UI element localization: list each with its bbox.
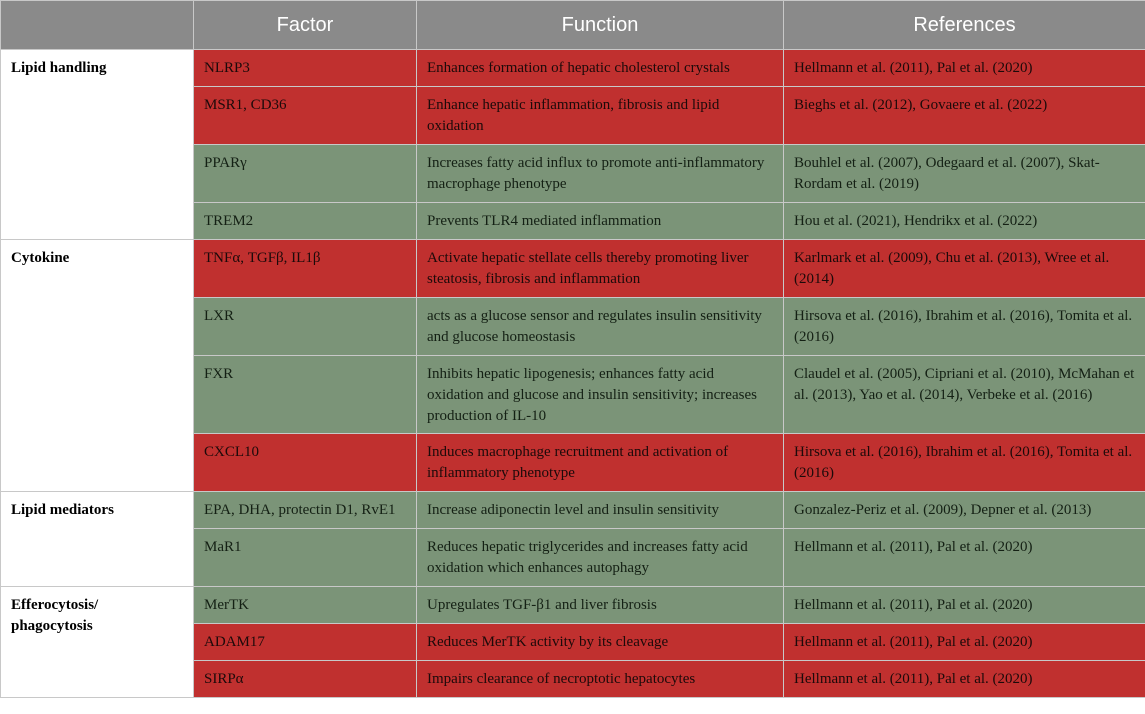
function-cell: Increase adiponectin level and insulin sensitivity <box>417 492 784 529</box>
references-cell: Hellmann et al. (2011), Pal et al. (2020) <box>784 587 1145 624</box>
references-cell: Hellmann et al. (2011), Pal et al. (2020) <box>784 661 1145 698</box>
function-cell: Increases fatty acid influx to promote anti-inflammatory macrophage phenotype <box>417 145 784 203</box>
references-cell: Hellmann et al. (2011), Pal et al. (2020) <box>784 624 1145 661</box>
factor-cell: TNFα, TGFβ, IL1β <box>194 240 417 298</box>
function-cell: Prevents TLR4 mediated inflammation <box>417 203 784 240</box>
references-cell: Bieghs et al. (2012), Govaere et al. (2022) <box>784 87 1145 145</box>
factor-cell: EPA, DHA, protectin D1, RvE1 <box>194 492 417 529</box>
function-cell: Impairs clearance of necroptotic hepatocytes <box>417 661 784 698</box>
function-cell: acts as a glucose sensor and regulates insulin sensitivity and glucose homeostasis <box>417 298 784 356</box>
category-cell: Lipid mediators <box>1 492 194 587</box>
header-references: References <box>784 1 1145 50</box>
header-function: Function <box>417 1 784 50</box>
category-cell: Efferocytosis/ phagocytosis <box>1 587 194 698</box>
function-cell: Activate hepatic stellate cells thereby promoting liver steatosis, fibrosis and inflammation <box>417 240 784 298</box>
header-factor: Factor <box>194 1 417 50</box>
function-cell: Induces macrophage recruitment and activation of inflammatory phenotype <box>417 434 784 492</box>
references-cell: Karlmark et al. (2009), Chu et al. (2013), Wree et al. (2014) <box>784 240 1145 298</box>
factor-cell: SIRPα <box>194 661 417 698</box>
factor-cell: MerTK <box>194 587 417 624</box>
references-cell: Bouhlel et al. (2007), Odegaard et al. (2007), Skat-Rordam et al. (2019) <box>784 145 1145 203</box>
table-header-row <box>1 1 1145 50</box>
factor-cell: FXR <box>194 356 417 434</box>
factor-cell: CXCL10 <box>194 434 417 492</box>
factor-cell: MSR1, CD36 <box>194 87 417 145</box>
references-cell: Hellmann et al. (2011), Pal et al. (2020) <box>784 529 1145 587</box>
table-row <box>1 240 1145 298</box>
category-cell: Cytokine <box>1 240 194 492</box>
table-row <box>1 492 1145 529</box>
references-cell: Gonzalez-Periz et al. (2009), Depner et al. (2013) <box>784 492 1145 529</box>
table-row <box>1 587 1145 624</box>
references-cell: Claudel et al. (2005), Cipriani et al. (2010), McMahan et al. (2013), Yao et al. (2014), Verbeke et al. (2016) <box>784 356 1145 434</box>
factor-cell: PPARγ <box>194 145 417 203</box>
factor-cell: ADAM17 <box>194 624 417 661</box>
function-cell: Enhances formation of hepatic cholesterol crystals <box>417 50 784 87</box>
table-row <box>1 50 1145 87</box>
function-cell: Enhance hepatic inflammation, fibrosis and lipid oxidation <box>417 87 784 145</box>
references-cell: Hirsova et al. (2016), Ibrahim et al. (2016), Tomita et al. (2016) <box>784 298 1145 356</box>
references-cell: Hou et al. (2021), Hendrikx et al. (2022) <box>784 203 1145 240</box>
category-cell: Lipid handling <box>1 50 194 240</box>
function-cell: Reduces MerTK activity by its cleavage <box>417 624 784 661</box>
factor-cell: TREM2 <box>194 203 417 240</box>
references-cell: Hirsova et al. (2016), Ibrahim et al. (2016), Tomita et al. (2016) <box>784 434 1145 492</box>
header-empty <box>1 1 194 50</box>
function-cell: Upregulates TGF-β1 and liver fibrosis <box>417 587 784 624</box>
function-cell: Inhibits hepatic lipogenesis; enhances fatty acid oxidation and glucose and insulin sensitivity; increases production of IL-10 <box>417 356 784 434</box>
factor-cell: NLRP3 <box>194 50 417 87</box>
factor-cell: LXR <box>194 298 417 356</box>
factor-cell: MaR1 <box>194 529 417 587</box>
references-cell: Hellmann et al. (2011), Pal et al. (2020) <box>784 50 1145 87</box>
function-cell: Reduces hepatic triglycerides and increases fatty acid oxidation which enhances autophagy <box>417 529 784 587</box>
